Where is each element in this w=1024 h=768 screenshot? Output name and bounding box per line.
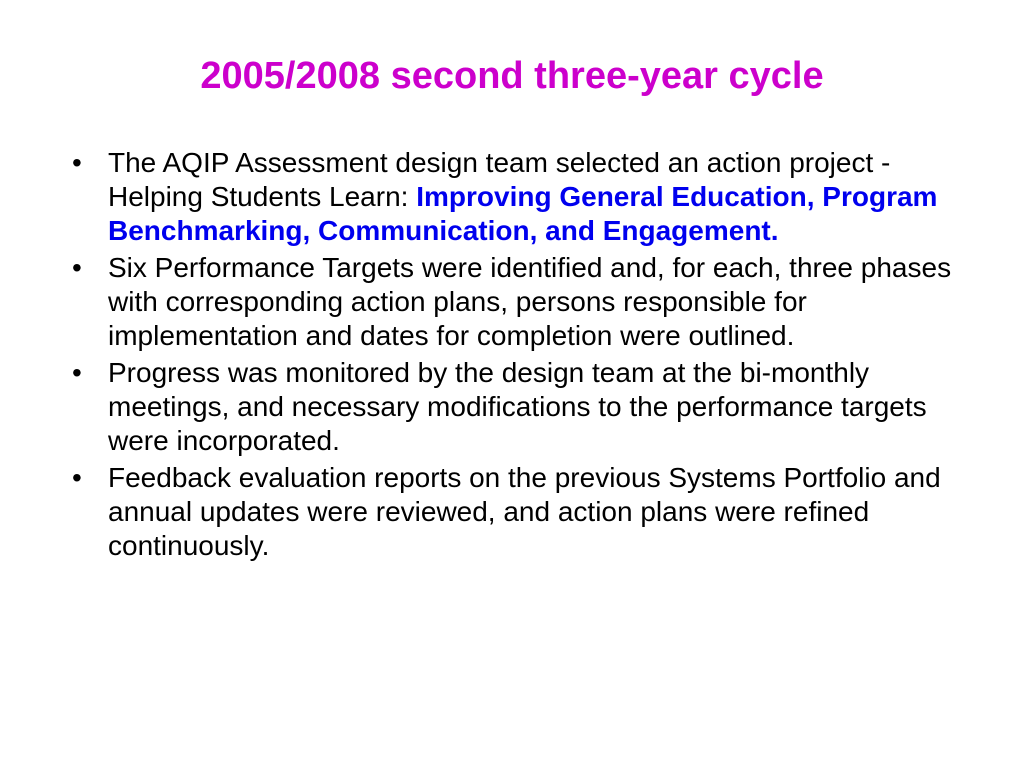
bullet-text: Six Performance Targets were identified and, for each, three phases with corresponding action plans, persons responsible for implementation and dates for completion were outlined. bbox=[108, 252, 952, 351]
bullet-item-progress bbox=[72, 356, 972, 458]
bullet-text: Feedback evaluation reports on the previous Systems Portfolio and annual updates were reviewed, and action plans were refined continuously. bbox=[108, 462, 941, 561]
bullet-text: Progress was monitored by the design team at the bi-monthly meetings, and necessary modifications to the performance targets were incorporated. bbox=[108, 357, 927, 456]
slide-title: 2005/2008 second three-year cycle bbox=[200, 55, 824, 97]
bullet-item-action-project bbox=[72, 146, 972, 248]
bullet-highlight-text: Improving General Education, Program Benchmarking, Communication, and Engagement. bbox=[108, 181, 938, 246]
bullet-marker: • bbox=[72, 252, 82, 283]
bullet-marker: • bbox=[72, 462, 82, 493]
bullet-marker: • bbox=[72, 357, 82, 388]
bullet-text: The AQIP Assessment design team selected an action project - Helping Students Learn: bbox=[108, 147, 891, 212]
bullet-marker: • bbox=[72, 147, 82, 178]
bullet-list bbox=[72, 146, 972, 566]
bullet-item-performance-targets bbox=[72, 251, 972, 353]
bullet-item-feedback bbox=[72, 461, 972, 563]
